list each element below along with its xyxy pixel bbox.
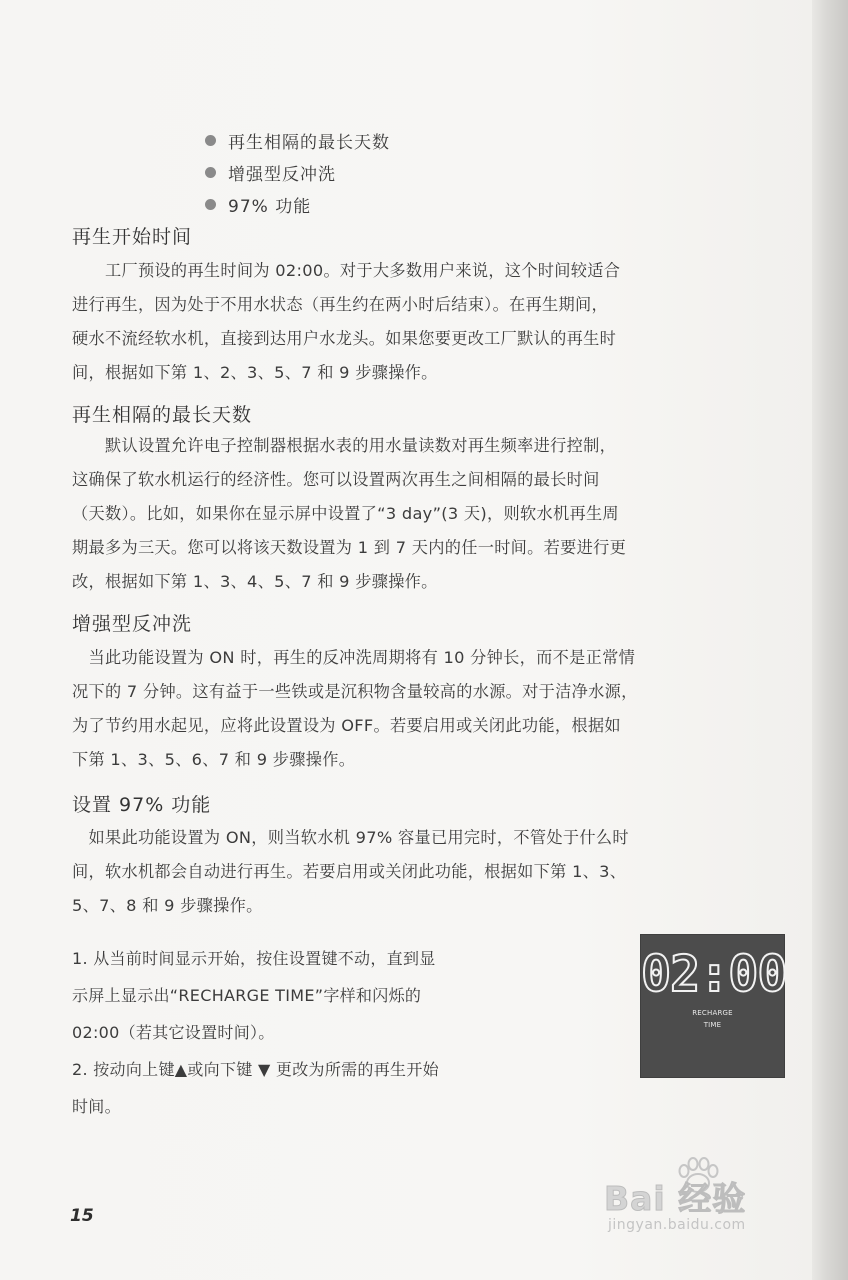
step-line: 02:00（若其它设置时间）。 xyxy=(72,1023,275,1042)
feature-bullet-list xyxy=(205,124,390,220)
text-line: 期最多为三天。您可以将该天数设置为 1 到 7 天内的任一时间。若要进行更 xyxy=(72,538,627,557)
text-line: 默认设置允许电子控制器根据水表的用水量读数对再生频率进行控制， xyxy=(72,436,617,455)
text-line: （天数）。比如，如果你在显示屏中设置了“3 day”(3 天)，则软水机再生周 xyxy=(72,504,619,523)
watermark-url: jingyan.baidu.com xyxy=(608,1217,746,1233)
page-edge-shadow xyxy=(812,0,848,1280)
section-heading-enhanced-backwash: 增强型反冲洗 xyxy=(72,613,193,635)
section-heading-97-percent: 设置 97% 功能 xyxy=(72,794,212,816)
lcd-display-illustration xyxy=(640,934,785,1078)
text-line: 如果此功能设置为 ON，则当软水机 97% 容量已用完时，不管处于什么时 xyxy=(72,828,629,847)
text-line: 间，根据如下第 1、2、3、5、7 和 9 步骤操作。 xyxy=(72,363,438,382)
bullet-label: 增强型反冲洗 xyxy=(228,164,336,185)
section-body-recharge-time xyxy=(72,254,772,390)
section-heading-recharge-time: 再生开始时间 xyxy=(72,226,193,248)
bullet-item xyxy=(205,188,390,220)
text-line: 下第 1、3、5、6、7 和 9 步骤操作。 xyxy=(72,750,356,769)
step-line: 时间。 xyxy=(72,1097,121,1116)
page-number: 15 xyxy=(70,1206,94,1226)
text-line: 改，根据如下第 1、3、4、5、7 和 9 步骤操作。 xyxy=(72,572,438,591)
bullet-dot-icon xyxy=(205,167,216,178)
text-line: 硬水不流经软水机，直接到达用户水龙头。如果您要更改工厂默认的再生时 xyxy=(72,329,617,348)
text-line: 5、7、8 和 9 步骤操作。 xyxy=(72,896,263,915)
step-line: 1. 从当前时间显示开始，按住设置键不动，直到显 xyxy=(72,949,436,968)
section-body-max-days xyxy=(72,429,772,599)
text-line: 况下的 7 分钟。这有益于一些铁或是沉积物含量较高的水源。对于洁净水源， xyxy=(72,682,638,701)
watermark-brand: Bai 经验 xyxy=(604,1179,747,1218)
step-line: 2. 按动向上键▲或向下键 ▼ 更改为所需的再生开始 xyxy=(72,1060,439,1079)
bullet-item xyxy=(205,124,390,156)
text-line: 间，软水机都会自动进行再生。若要启用或关闭此功能，根据如下第 1、3、 xyxy=(72,862,627,881)
text-line: 为了节约用水起见，应将此设置设为 OFF。若要启用或关闭此功能，根据如 xyxy=(72,716,621,735)
instruction-steps xyxy=(72,940,552,1125)
text-line: 进行再生，因为处于不用水状态（再生约在两小时后结束）。在再生期间， xyxy=(72,295,608,314)
baidu-watermark xyxy=(604,1155,804,1245)
bullet-label: 97% 功能 xyxy=(228,196,312,217)
bullet-dot-icon xyxy=(205,199,216,210)
section-body-enhanced-backwash xyxy=(72,641,772,777)
bullet-item xyxy=(205,156,390,188)
bullet-label: 再生相隔的最长天数 xyxy=(228,132,390,153)
display-time-digits: 02:00 xyxy=(641,945,787,1003)
display-label-line: TIME xyxy=(703,1021,722,1029)
bullet-dot-icon xyxy=(205,135,216,146)
display-label-line: RECHARGE xyxy=(692,1009,733,1017)
display-label xyxy=(641,1007,784,1031)
text-line: 工厂预设的再生时间为 02:00。对于大多数用户来说，这个时间较适合 xyxy=(72,261,621,280)
text-line: 这确保了软水机运行的经济性。您可以设置两次再生之间相隔的最长时间 xyxy=(72,470,600,489)
section-heading-max-days: 再生相隔的最长天数 xyxy=(72,404,253,426)
section-body-97-percent xyxy=(72,821,772,923)
step-line: 示屏上显示出“RECHARGE TIME”字样和闪烁的 xyxy=(72,986,422,1005)
text-line: 当此功能设置为 ON 时，再生的反冲洗周期将有 10 分钟长，而不是正常情 xyxy=(72,648,636,667)
